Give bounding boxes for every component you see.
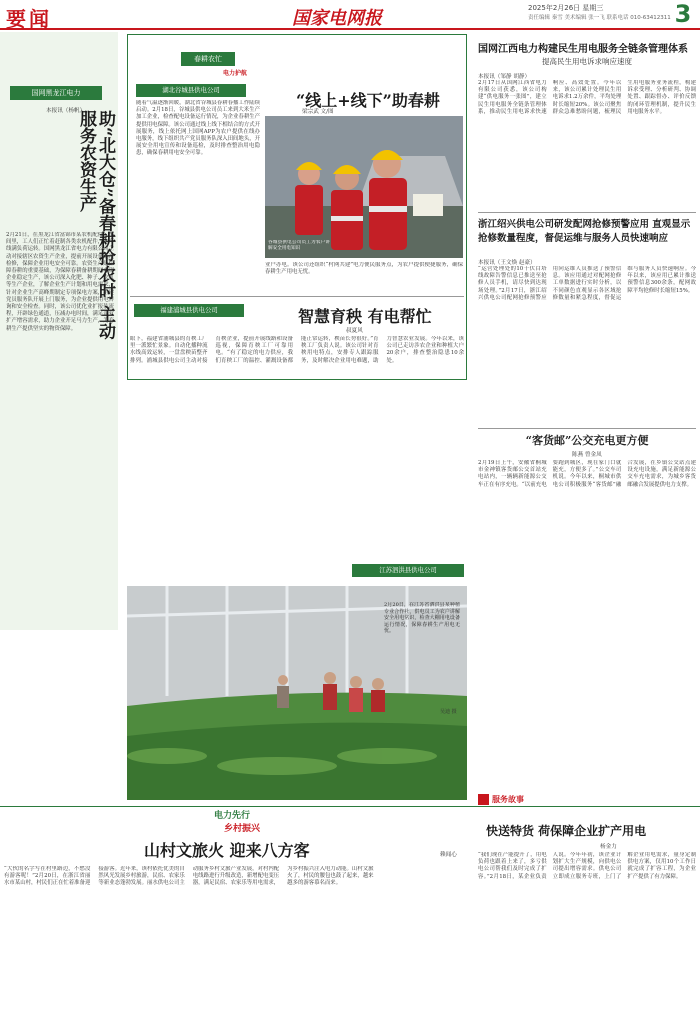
bottom-tag-line1: 电力先行 [214, 811, 251, 821]
block2-tag: 福建浦城县供电公司 [134, 304, 244, 317]
block2-headline: 智慧育秧 有电帮忙 [298, 307, 432, 326]
block1-body: 随着气温逐渐回暖，湖北省谷城县春耕春播工作陆续启动。2月18日，谷城县供电公司员工来到大米生产加工企业，检查配电设备运行情况，为企业春耕生产提供用电保障。该公司通过线上线下相结合的方式开展服务，线上依托网上国网APP为农户提供在线办电服务，线下组织共产党员服务队深入田间地头，开展安全用电宣传和设备巡检，及时排查整治用电隐患，确保春耕用电安全可靠。 [136, 100, 260, 157]
right-article3-title: “客货邮”公交充电更方便 [525, 434, 649, 447]
editor-credits: 责任编辑 秦雪 美术编辑 张一飞 联系电话 010-63412311 [528, 15, 671, 21]
feature-tab: 春耕农忙 [181, 52, 235, 66]
block1-tail: 业户办电。该公司还组织“村网共建”电力便民服务点，为农户提供便捷服务，确保春耕生产用电无忧。 [265, 262, 463, 276]
right-article4-body: “我们现在产能提升了，用电负荷也跟着上来了，多亏供电公司帮我们及时完成了扩容。”2月18日，某企业负责人说。今年年初，该企业计划扩大生产规模，向供电公司提出增容需求。供电公司立即成立服务专班，上门了解企业用电需求，量身定制供电方案，仅用10个工作日就完成了扩容工程，为企业扩产提供了有力保障。 [478, 852, 696, 880]
feature-subtab: 电力护航 [223, 70, 248, 77]
left-article-byline: 本报讯（杨帆） [46, 108, 86, 114]
divider [478, 212, 696, 213]
photo1-caption: 谷城县供电公司员工为农户讲解安全用电知识 [268, 240, 330, 251]
right-article4-title: 快送特货 荷保障企业扩产用电 [486, 824, 647, 838]
service-story-icon [478, 794, 489, 805]
right-article1-title: 国网江西电力构建民生用电服务全链条管理体系 [478, 44, 688, 55]
right-article1-subtitle: 提高民生用电诉求响应速度 [542, 57, 632, 66]
masthead [0, 0, 700, 30]
left-article-tag: 国网黑龙江电力 [10, 86, 102, 100]
bottom-body: “大伙的名字写在村里路边，不愁没有游客呢！”2月20日，在浙江省丽水市某山村，村民们正在忙着准备迎接游客。近年来，该村依托优美的自然风光发展乡村旅游，民宿、农家乐等新业态蓬勃发展。丽水供电公司主动服务乡村文旅产业发展，对村内配电线路进行升级改造，新增配电变压器，满足民宿、农家乐等用电需求，为乡村振兴注入电力动能。山村文旅火了，村民的腰包也鼓了起来，越来越多的游客慕名而来。 [4, 866, 374, 887]
right-article2-title: 浙江绍兴供电公司研发配网抢修预警应用 直观显示抢修数量程度，督促运维与服务人员快速响应 [478, 219, 691, 244]
photo2-author: 吴迪 摄 [440, 709, 457, 715]
divider [478, 428, 696, 429]
right-article3-body: 2月19日上午，安徽省桐城市金神镇客货邮公交首站充电站内，一辆辆新能源公交车正在有序充电。“以前充电要跑到城区，现在家门口就能充，方便多了。”公交车司机说。今年以来，桐城市供电公司积极服务“客货邮”融合发展，在乡镇公交站点建设充电设施，满足新能源公交车充电需求，为城乡客货邮融合发展提供电力支撑。 [478, 460, 696, 488]
divider [130, 296, 464, 297]
issue-date: 2025年2月26日 星期三 [528, 4, 604, 12]
block3-tag: 江苏泗洪县供电公司 [352, 564, 464, 577]
left-article-body: 2月21日，在黑龙江省富锦市某农机配件厂车间里，工人们正忙着赶制各类农机配件，生产线满负荷运转。国网黑龙江省电力有限公司主动对接辖区农资生产企业，提前开展设备巡视检修，保障企业用电安全可靠。农资生产是保障春耕的重要基础，为保障春耕备耕期间农资企业稳定生产，该公司深入化肥、种子、农机等生产企业，了解企业生产计划和用电需求，针对企业生产高峰期制定专项保电方案，组建党员服务队开展上门服务，为企业提供用电咨询和安全检查。同时，该公司优化业扩报装流程，开辟绿色通道，压减办电时间，满足企业扩产增容需求，助力企业开足马力生产，为春耕生产提供坚实的物资保障。 [6, 232, 114, 332]
right-article2-byline: 本报讯（王文焕 赵豪） [478, 260, 536, 266]
section-title: 要闻 [6, 7, 52, 31]
right-article1-byline: 本报讯（邹静 胡静） [478, 74, 531, 80]
left-article-headline: 助“北大仓”备春耕抢农时 主动服务农资生产 [76, 110, 115, 340]
right-article3-byline: 陈燕 曾金凤 [572, 452, 602, 458]
bottom-headline: 山村文旅火 迎来八方客 [144, 841, 310, 860]
bottom-tag [214, 808, 286, 838]
right-article4-byline: 杨金力 [600, 844, 617, 850]
right-article1-body: 2月17日从国网江西省电力有限公司获悉，该公司构建“供电服务一张图”，建立民生用电服务全链条管理体系，推动民生用电诉求快速响应、高效处置。今年以来，该公司累计处理民生用电诉求1.2万余件，平均处理时长缩短20%。该公司聚焦群众急难愁盼问题，梳理民生用电服务业务流程，构建诉求受理、分析研判、协调处置、跟踪督办、评价反馈的闭环管理机制，提升民生用电服务水平。 [478, 80, 696, 115]
block1-tag: 湖北谷城县供电公司 [136, 84, 246, 97]
service-story-label: 服务故事 [492, 795, 524, 804]
photo-power-workers [265, 116, 463, 258]
block1-authors: 梁宗武 文/图 [302, 109, 334, 115]
block2-body: 眼下，福建省浦城县的育秧工厂里一派繁忙景象。自动化播种流水线高效运转，一盘盘秧苗整齐排列。浦城县供电公司主动对接育秧企业，提前开展线路和设备巡视，保障育秧工厂可靠用电。“有了稳定的电力供应，我们育秧工厂的温控、灌溉设备都能正常运转，秧苗长势很好。”育秧工厂负责人说。该公司针对育秧用电特点，安排专人跟踪服务，及时解决企业用电难题，助力智慧农业发展。今年以来，该公司已走访涉农企业和种植大户20余户，排查整治隐患10余处。 [130, 336, 464, 364]
service-story-tag [478, 794, 538, 806]
photo2-caption: 2月20日，在江苏省泗洪县某种植专业合作社，供电员工为农户讲解安全用电常识，检查大棚用电设备运行情况，保障春耕生产用电无忧。 [384, 602, 460, 635]
page-number: 3 [674, 0, 692, 28]
bottom-tag-line2: 乡村振兴 [224, 824, 261, 834]
newspaper-logo: 国家电网报 [292, 8, 382, 29]
photo-workers-illustration [265, 116, 463, 258]
right-article2-body: “运营处理处的10千伏白塔线故障告警信息已推送至抢修人员手机，请尽快到达现场处理。”2月17日，浙江绍兴供电公司配网抢修预警应用向运维人员推送了预警信息。该应用通过对配网抢修工单数据进行实时分析，以不同颜色直观显示各区域抢修数量和紧急程度，督促运维与服务人员快速响应。今年以来，该应用已累计推送预警信息300余条，配网故障平均抢修时长缩短15%。 [478, 266, 696, 301]
bottom-divider [0, 806, 700, 807]
bottom-author: 赖闻心 [440, 852, 457, 858]
block2-author: 叔夏风 [346, 328, 363, 334]
block1-headline: “线上+线下”助春耕 [296, 91, 440, 110]
